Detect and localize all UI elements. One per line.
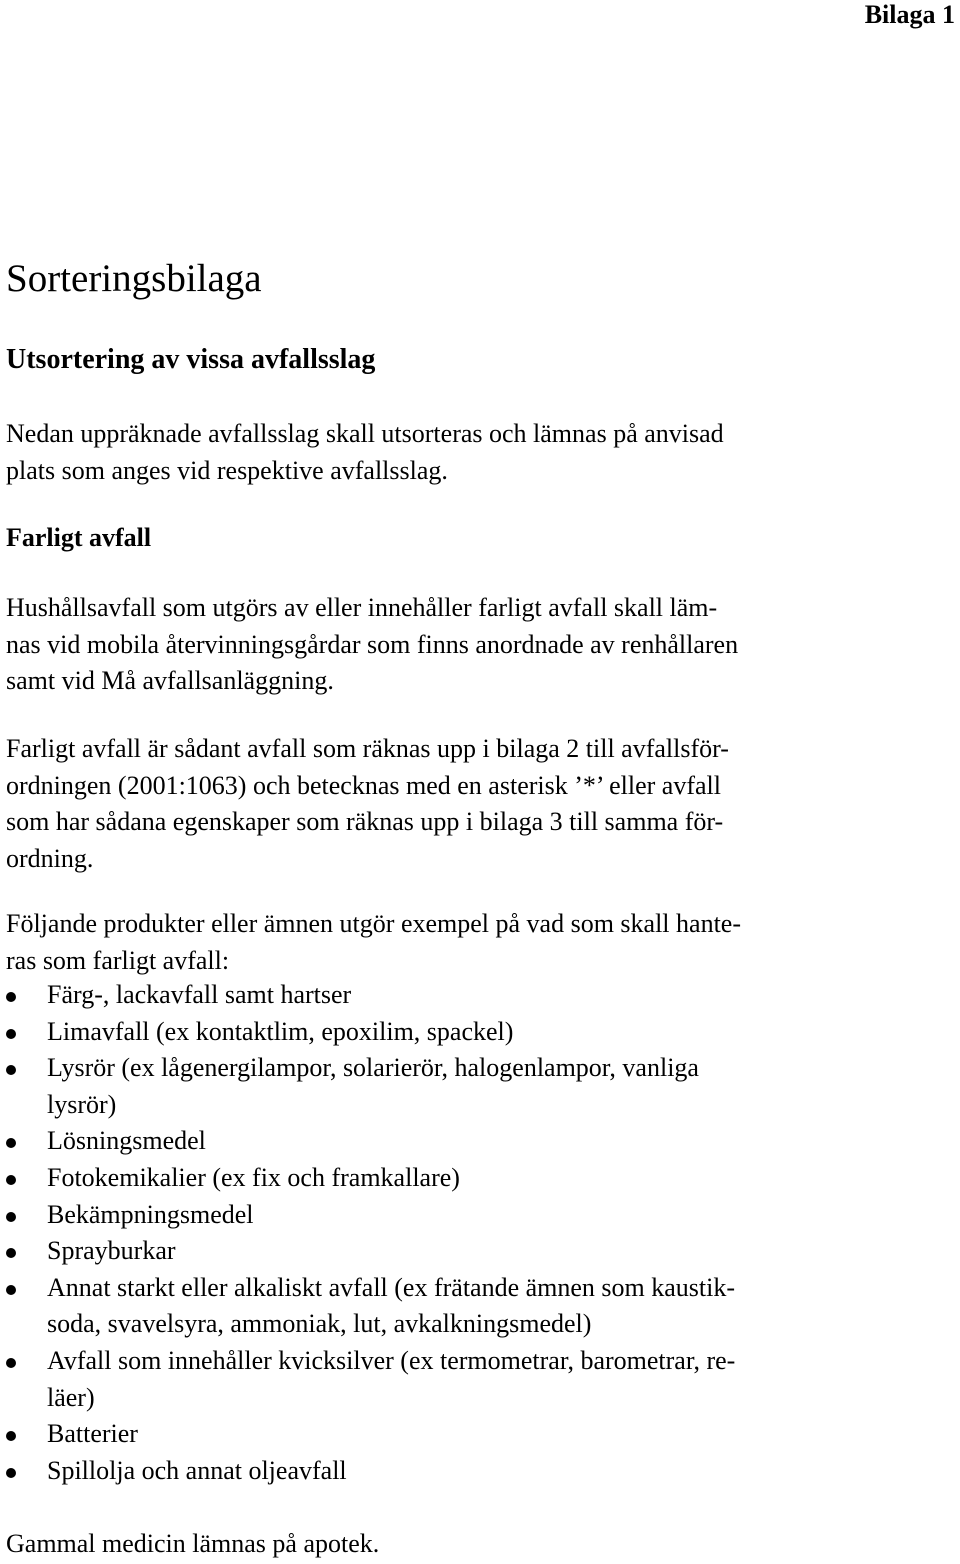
list-item-line: Spillolja och annat oljeavfall — [47, 1455, 347, 1485]
document-subtitle: Utsortering av vissa avfallsslag — [6, 344, 376, 375]
list-item-line: soda, svavelsyra, ammoniak, lut, avkalkningsmedel) — [47, 1309, 592, 1339]
paragraph-definition — [6, 731, 886, 877]
list-item — [0, 1416, 735, 1453]
bullet-icon — [6, 1431, 16, 1441]
list-item — [0, 1014, 735, 1051]
bullet-icon — [6, 1468, 16, 1478]
closing-note — [6, 1526, 886, 1563]
list-item — [0, 1233, 735, 1270]
list-item-line: Sprayburkar — [47, 1236, 176, 1266]
hazardous-waste-list — [0, 977, 735, 1489]
intro-line: Nedan uppräknade avfallsslag skall utsorteras och lämnas på anvisad — [6, 419, 724, 448]
page-label: Bilaga 1 — [864, 0, 955, 29]
paragraph-line: samt vid Må avfallsanläggning. — [6, 666, 334, 695]
closing-line: Gammal medicin lämnas på apotek. — [6, 1529, 380, 1558]
list-item-line: lysrör) — [47, 1089, 117, 1119]
list-item — [0, 1453, 735, 1490]
bullet-icon — [6, 1358, 16, 1368]
paragraph-line: som har sådana egenskaper som räknas upp i bilaga 3 till samma för- — [6, 807, 724, 836]
list-item-line: Annat starkt eller alkaliskt avfall (ex frätande ämnen som kaustik- — [47, 1272, 736, 1302]
list-item — [0, 1343, 735, 1416]
list-item — [0, 1123, 735, 1160]
list-item — [0, 1197, 735, 1234]
list-item-line: Limavfall (ex kontaktlim, epoxilim, spackel) — [47, 1016, 514, 1046]
paragraph-line: Hushållsavfall som utgörs av eller innehåller farligt avfall skall läm- — [6, 593, 718, 622]
paragraph-examples-intro — [6, 906, 886, 979]
list-item-line: läer) — [47, 1382, 95, 1412]
list-item-line: Lysrör (ex lågenergilampor, solarierör, halogenlampor, vanliga — [47, 1053, 699, 1083]
list-item-line: Lösningsmedel — [47, 1126, 206, 1156]
bullet-icon — [6, 1029, 16, 1039]
section-heading-farligt-avfall: Farligt avfall — [6, 523, 152, 552]
document-title: Sorteringsbilaga — [6, 257, 262, 300]
bullet-icon — [6, 992, 16, 1002]
list-item — [0, 1050, 735, 1123]
bullet-icon — [6, 1065, 16, 1075]
list-item-line: Fotokemikalier (ex fix och framkallare) — [47, 1162, 460, 1192]
bullet-icon — [6, 1212, 16, 1222]
list-item-line: Avfall som innehåller kvicksilver (ex termometrar, barometrar, re- — [47, 1345, 736, 1375]
bullet-icon — [6, 1175, 16, 1185]
paragraph-line: nas vid mobila återvinningsgårdar som finns anordnade av renhållaren — [6, 629, 739, 659]
list-item — [0, 1270, 735, 1343]
paragraph-line: ras som farligt avfall: — [6, 945, 230, 975]
paragraph-line: ordning. — [6, 843, 94, 873]
intro-paragraph — [6, 416, 886, 489]
list-item-line: Bekämpningsmedel — [47, 1199, 254, 1229]
bullet-icon — [6, 1248, 16, 1258]
paragraph-line: Farligt avfall är sådant avfall som räknas upp i bilaga 2 till avfallsför- — [6, 734, 729, 763]
bullet-icon — [6, 1285, 16, 1295]
bullet-icon — [6, 1138, 16, 1148]
list-item-line: Batterier — [47, 1419, 138, 1449]
paragraph-collection — [6, 590, 886, 700]
list-item-line: Färg-, lackavfall samt hartser — [47, 980, 352, 1009]
paragraph-line: Följande produkter eller ämnen utgör exempel på vad som skall hante- — [6, 909, 741, 938]
list-item — [0, 977, 735, 1014]
paragraph-line: ordningen (2001:1063) och betecknas med en asterisk ’*’ eller avfall — [6, 770, 721, 800]
intro-line: plats som anges vid respektive avfallsslag. — [6, 455, 448, 485]
list-item — [0, 1160, 735, 1197]
